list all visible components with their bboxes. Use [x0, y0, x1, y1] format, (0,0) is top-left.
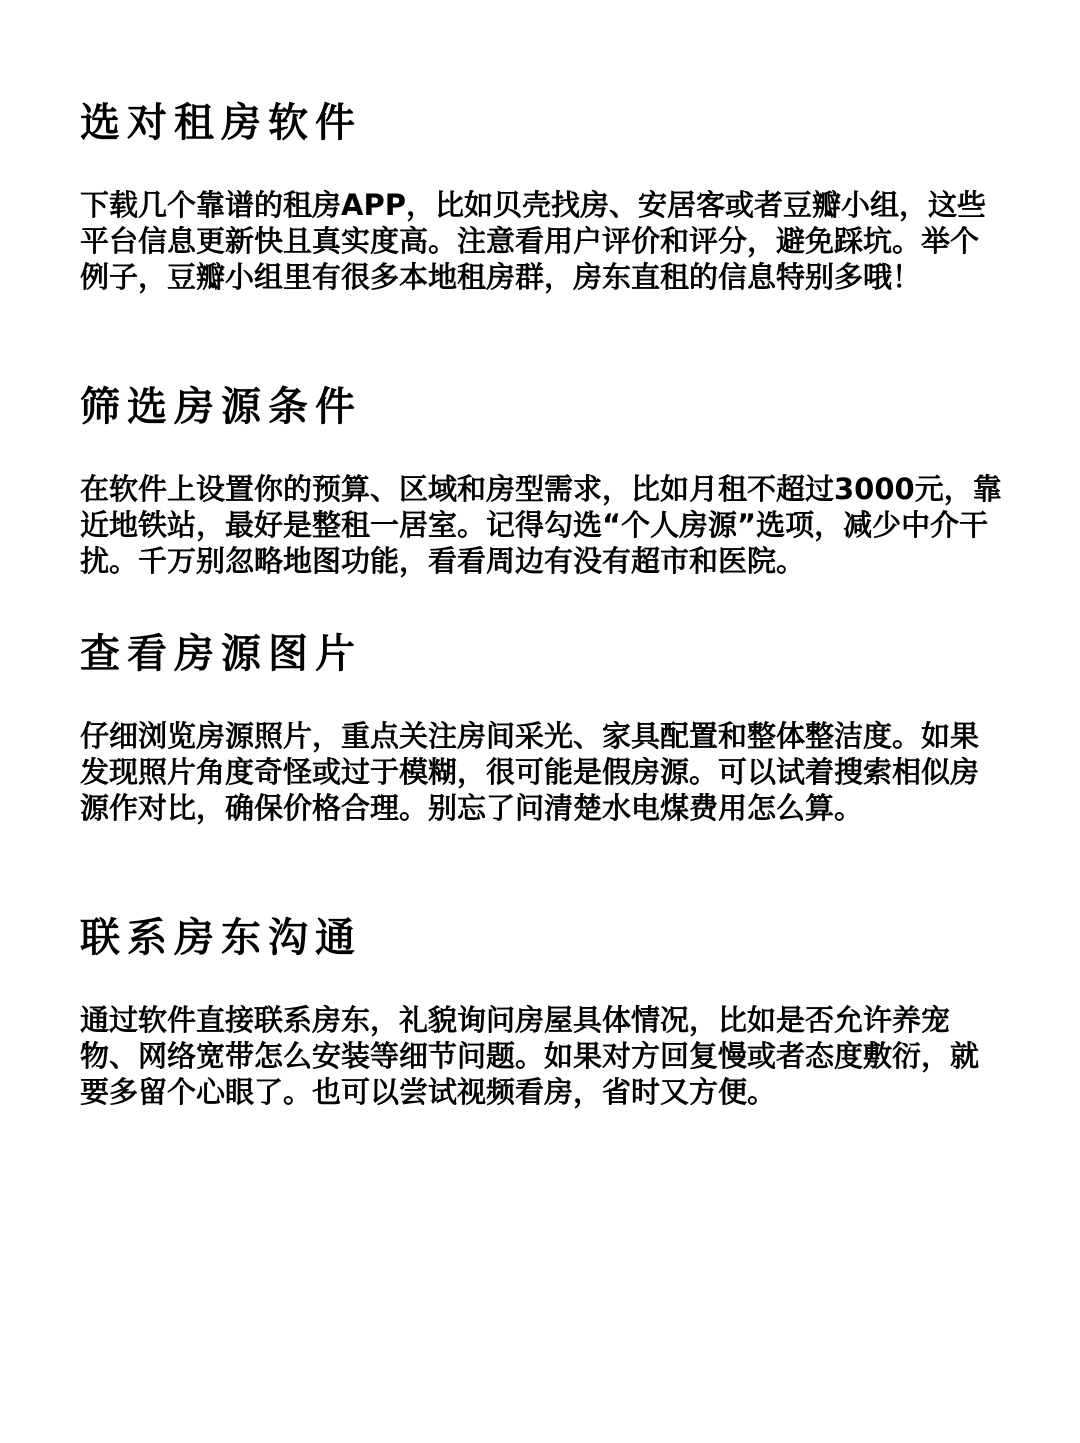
section-body: 仔细浏览房源照片，重点关注房间采光、家具配置和整体整洁度。如果发现照片角度奇怪或过于模糊，很可能是假房源。可以试着搜索相似房源作对比，确保价格合理。别忘了问清楚水电煤费用怎么算。 — [80, 719, 980, 825]
section-view-photos — [80, 630, 1005, 825]
section-choose-app — [80, 99, 1005, 294]
section-title: 查看房源图片 — [80, 631, 362, 677]
section-title: 联系房东沟通 — [80, 915, 362, 961]
section-filter-listings — [80, 383, 1005, 578]
section-body: 在软件上设置你的预算、区域和房型需求，比如月租不超过3000元，靠近地铁站，最好是整租一居室。记得勾选“个人房源”选项，减少中介干扰。千万别忽略地图功能，看看周边有没有超市和医院。 — [80, 472, 1002, 578]
section-body: 下载几个靠谱的租房APP，比如贝壳找房、安居客或者豆瓣小组，这些平台信息更新快且真实度高。注意看用户评价和评分，避免踩坑。举个例子，豆瓣小组里有很多本地租房群，房东直租的信息特别多哦！ — [80, 188, 986, 294]
section-title: 选对租房软件 — [80, 100, 362, 146]
section-contact-landlord — [80, 914, 1005, 1109]
section-body: 通过软件直接联系房东，礼貌询问房屋具体情况，比如是否允许养宠物、网络宽带怎么安装等细节问题。如果对方回复慢或者态度敷衍，就要多留个心眼了。也可以尝试视频看房，省时又方便。 — [80, 1003, 980, 1109]
section-title: 筛选房源条件 — [80, 384, 362, 430]
